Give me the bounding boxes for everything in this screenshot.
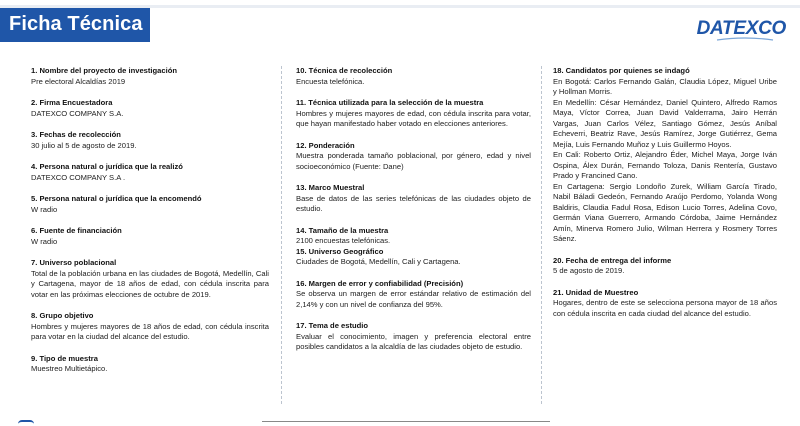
spec-body: W radio [31,236,58,246]
page-title-box [0,8,150,42]
spec-body: DATEXCO COMPANY S.A . [31,172,126,182]
page-title: Ficha Técnica [9,13,143,35]
spec-item [553,288,777,320]
spec-heading: 11. Técnica utilizada para la selección de la muestra [296,98,484,107]
spec-body: Muestreo Multietápico. [31,364,108,373]
spec-item [31,130,269,151]
spec-item [31,66,269,87]
spec-body: Ciudades de Bogotá, Medellín, Cali y Cartagena. [296,257,461,266]
spec-item [296,183,531,215]
spec-item [31,162,269,183]
spec-item [31,354,269,375]
spec-body: Encuesta telefónica. [296,76,365,86]
spec-heading: 1. Nombre del proyecto de investigación [31,66,178,75]
footer-rule [262,421,550,422]
spec-item [31,194,269,215]
column-3 [553,66,777,330]
column-2 [296,66,531,364]
spec-item [31,226,269,247]
spec-heading: 15. Universo Geográfico [296,246,384,256]
spec-body: Hombres y mujeres mayores de edad, con cédula inscrita para votar, que hayan manifestado haber votado en elecciones anteriores. [296,108,531,128]
spec-heading: 7. Universo poblacional [31,258,117,267]
spec-item-candidatos [553,66,777,245]
logo-text: DATEXCO [696,18,786,39]
spec-heading: 21. Unidad de Muestreo [553,287,639,297]
spec-heading: 14. Tamaño de la muestra [296,225,389,235]
spec-heading: 4. Persona natural o jurídica que la realizó [31,162,183,171]
spec-item [31,258,269,300]
spec-body: 5 de agosto de 2019. [553,266,625,275]
spec-item [296,141,531,173]
spec-body: Pre electoral Alcaldías 2019 [31,76,126,86]
spec-item [296,247,531,268]
spec-heading: 2. Firma Encuestadora [31,98,113,107]
spec-heading: 10. Técnica de recolección [296,66,393,75]
spec-item [296,321,531,353]
spec-item [296,279,531,311]
spec-heading: 3. Fechas de recolección [31,130,121,139]
datexco-logo [697,16,786,42]
spec-heading: 17. Tema de estudio [296,321,369,330]
spec-heading: 16. Margen de error y confiabilidad (Precisión) [296,278,464,288]
spec-item [553,256,777,277]
spec-body: Muestra ponderada tamaño poblacional, por género, edad y nivel socioeconómico (Fuente: Dane) [296,151,531,171]
spec-body: 30 julio al 5 de agosto de 2019. [31,140,137,150]
spec-item [296,98,531,130]
spec-body: DATEXCO COMPANY S.A. [31,108,124,118]
candidatos-medellin: En Medellín: César Hernández, Daniel Quintero, Alfredo Ramos Maya, Víctor Correa, Juan David Valderrama, Jairo Herrán Vargas, Juan Carlos Vélez, Santiago Gómez, Jesús Aníbal Echeverri, Beatriz Rave, Jesús Ramírez, Jorge Gutiérrez, Gema Mejía, Luis Fernando Muñoz y Luis Guillermo Hoyos. [553,97,777,149]
spec-heading: 9. Tipo de muestra [31,353,98,363]
spec-heading: 20. Fecha de entrega del informe [553,255,672,265]
column-divider [281,66,282,404]
spec-heading: 18. Candidatos por quienes se indagó [553,66,690,75]
candidatos-bogota: En Bogotá: Carlos Fernando Galán, Claudia López, Miguel Uribe y Hollman Morris. [553,76,777,96]
footer-logo-mark [18,420,34,424]
spec-item [296,66,531,87]
spec-body: Se observa un margen de error estándar relativo de estimación del 2,14% y con un nivel de confianza del 95%. [296,289,531,309]
spec-item [31,311,269,343]
spec-body: 2100 encuestas telefónicas. [296,236,391,245]
spec-item [296,226,531,247]
candidatos-cali: En Cali: Roberto Ortiz, Alejandro Éder, Michel Maya, Jorge Iván Ospina, Álex Durán, Fernando Toloza, Danis Rentería, Gustavo Prado y Francined Cano. [553,150,777,180]
column-divider [541,66,542,404]
spec-body: Hombres y mujeres mayores de 18 años de edad, con cédula inscrita para votar en la ciudad del alcance del estudio. [31,321,269,341]
candidatos-cartagena: En Cartagena: Sergio Londoño Zurek, William García Tirado, Nabil Báladi Gedeón, Fernando Araújo Perdomo, Yolanda Wong Baldiris, Claudia Fadul Rosa, Edison Lucio Torres, Adelina Covo, Germán Viana Guerrero, Armando Córdoba, Jaime Hernández Amín, Minerva Romero Julio, Wilman Herrera y Rosmery Torres Sáenz. [553,181,777,243]
spec-heading: 6. Fuente de financiación [31,226,122,235]
spec-body: Total de la población urbana en las ciudades de Bogotá, Medellín, Cali y Cartagena, mayor de 18 años de edad, con cédula inscrita para votar en las próximas elecciones de octubre de 2019. [31,268,269,299]
spec-item [31,98,269,119]
spec-body: W radio [31,204,58,214]
spec-heading: 8. Grupo objetivo [31,311,94,320]
spec-body: Base de datos de las series telefónicas de las ciudades objeto de estudio. [296,193,531,213]
spec-heading: 12. Ponderación [296,140,355,150]
column-1 [31,66,269,386]
spec-heading: 5. Persona natural o jurídica que la encomendó [31,194,202,203]
spec-heading: 13. Marco Muestral [296,183,365,192]
spec-body: Hogares, dentro de este se selecciona persona mayor de 18 años con cédula inscrita en cada ciudad del alcance del estudio. [553,298,777,318]
logo-swoosh-icon [715,37,775,42]
spec-body: Evaluar el conocimiento, imagen y preferencia electoral entre posibles candidatos a la alcaldía de las ciudades objeto de estudio. [296,331,531,351]
